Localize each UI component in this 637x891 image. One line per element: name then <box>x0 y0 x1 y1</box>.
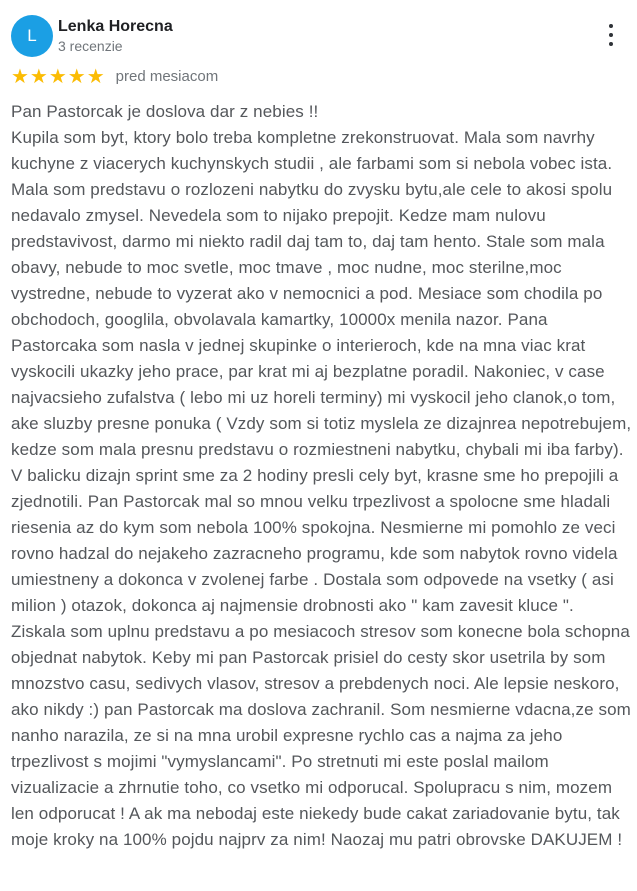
more-options-button[interactable] <box>605 20 617 50</box>
avatar-initial: L <box>27 26 37 45</box>
kebab-dot <box>609 33 613 37</box>
avatar[interactable] <box>11 15 53 57</box>
star-rating-icons: ★★★★★ <box>11 64 106 88</box>
kebab-menu-icon <box>609 24 613 46</box>
review-header <box>11 15 633 57</box>
review-text <box>11 99 633 853</box>
rating-row <box>11 66 633 86</box>
review-text-main: Kupila som byt, ktory bolo treba kompletne zrekonstruovat. Mala som navrhy kuchyne z viacerych kuchynskych studii , ale farbami som si nebola vobec ista. Mala som predstavu o rozlozeni nabytku do zvysku bytu,ale cele to akosi spolu nedavalo zmysel. Nevedela som to nijako prepojit. Kedze mam nulovu predstavivost, darmo mi niekto radil daj tam to, daj tam hento. Stale som mala obavy, nebude to moc svetle, moc tmave , moc nudne, moc sterilne,moc vystredne, nebude to vyzerat ako v nemocnici a pod. Mesiace som chodila po obchodoch, googlila, obvolavala kamartky, 10000x menila nazor. Pana Pastorcaka som nasla v jednej skupinke o interieroch, kde na mna viac krat vyskocili ukazky jeho prace, par krat mi aj bezplatne poradil. Nakoniec, v case najvacsieho zufalstva ( lebo mi uz horeli terminy) mi vyskocil jeho clanok,o tom, ake sluzby presne ponuka ( Vzdy som si totiz myslela ze dizajnrea nepotrebujem, kedze som mala presnu predstavu o rozmiestneni nabytku, chybali mi iba farby). V balicku dizajn sprint sme za 2 hodiny presli cely byt, krasne sme ho prepojili a zjednotili. Pan Pastorcak mal so mnou velku trpezlivost a spolocne sme hladali riesenia az do kym som nebola 100% spokojna. Nesmierne mi pomohlo ze veci rovno hadzal do nejakeho zazracneho programu, kde som nabytok rovno videla umiestneny a dokonca v zvolenej farbe . Dostala som odpovede na vsetky ( asi milion ) otazok, dokonca aj najmensie drobnosti ako " kam zavesit kluce ". Ziskala som uplnu predstavu a po mesiacoch stresov som konecne bola schopna objednat nabytok. Keby mi pan Pastorcak prisiel do cesty skor usetrila by som mnozstvo casu, sedivych vlasov, stresov a prebdenych noci. Ale lepsie neskoro, ako nikdy :) pan Pastorcak ma doslova zachranil. Som nesmierne vdacna,ze som nanho narazila, ze si na mna urobil expresne rychlo cas a najma za jeho trpezlivost s mojimi "vymyslancami". Po stretnuti mi este poslal mailom vizualizacie a zhrnutie toho, co vsetko mi odporucal. Spolupracu s nim, mozem len odporucat ! A ak ma nebodaj este niekedy bude cakat zariadovanie bytu, tak moje kroky na 100% pojdu najprv za nim! Naozaj mu patri obrovske DAKUJEM ! <box>11 128 632 849</box>
kebab-dot <box>609 24 613 28</box>
review-date: pred mesiacom <box>115 67 219 85</box>
author-name[interactable]: Lenka Horecna <box>58 18 173 35</box>
kebab-dot <box>609 42 613 46</box>
author-review-count: 3 recenzie <box>58 38 123 54</box>
review-text-opening-line: Pan Pastorcak je doslova dar z nebies !! <box>11 102 319 121</box>
author-block <box>58 15 173 56</box>
